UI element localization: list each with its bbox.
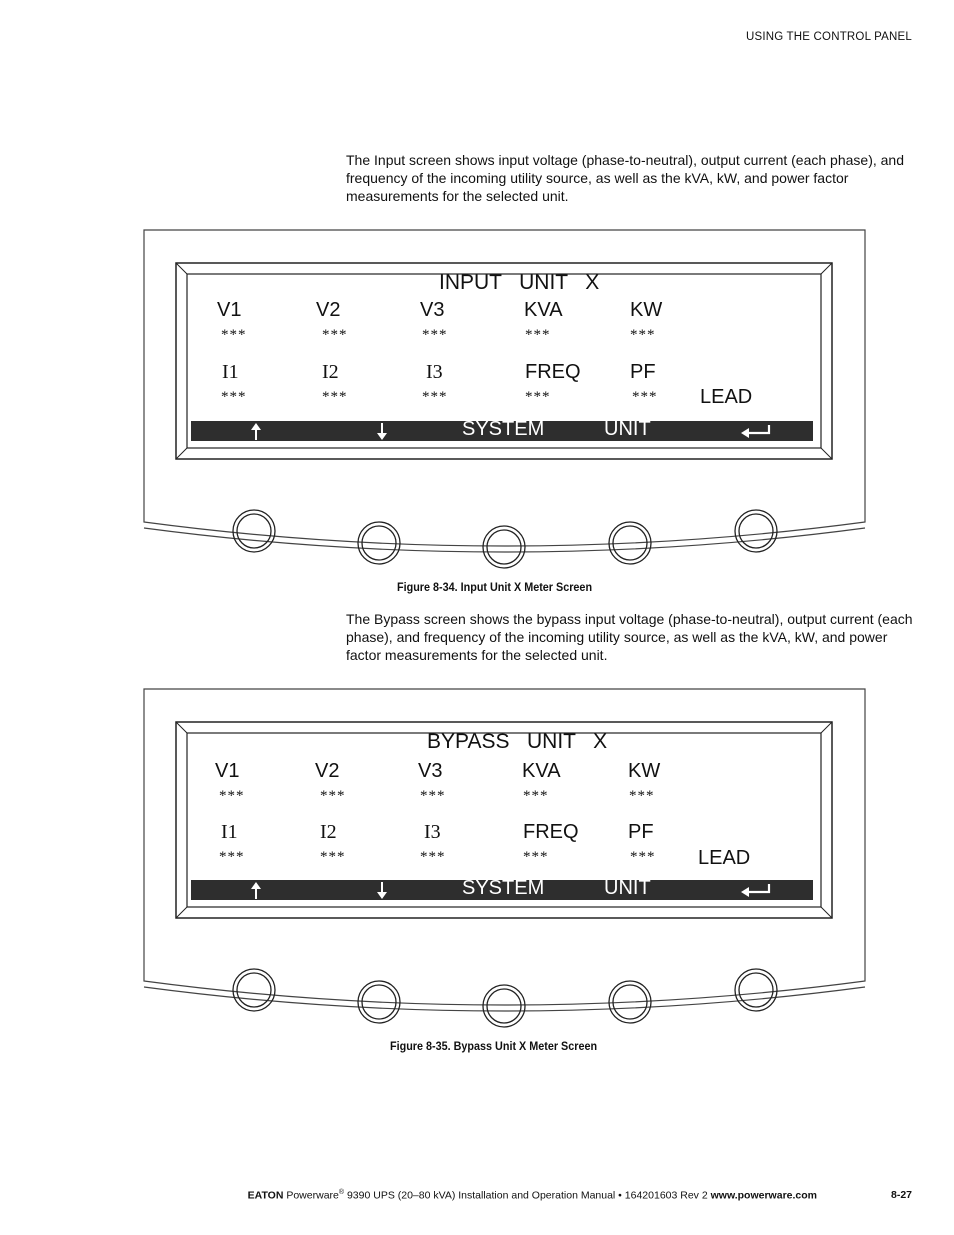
label-v1: V1 (217, 299, 242, 321)
value-freq: *** (523, 849, 549, 865)
label-kw: KW (628, 760, 661, 782)
label-kw: KW (630, 299, 663, 321)
label-v2: V2 (316, 299, 341, 321)
value-freq: *** (525, 389, 551, 405)
label-v2: V2 (315, 760, 340, 782)
panel-button-5[interactable] (735, 510, 777, 552)
arrow-down-icon[interactable] (374, 422, 390, 441)
lead-indicator: LEAD (700, 386, 753, 408)
footer-url: www.powerware.com (710, 1189, 817, 1202)
label-i1: I1 (221, 821, 238, 843)
value-v1: *** (219, 788, 245, 804)
figure-35-caption: Figure 8-35. Bypass Unit X Meter Screen (390, 1039, 598, 1053)
arrow-up-icon[interactable] (248, 422, 264, 441)
softkey-unit[interactable]: UNIT (604, 418, 651, 440)
label-i3: I3 (426, 361, 443, 383)
panel-button-1[interactable] (233, 969, 275, 1011)
value-pf: *** (630, 849, 656, 865)
value-i1: *** (221, 389, 247, 405)
value-i1: *** (219, 849, 245, 865)
panel-button-5[interactable] (735, 969, 777, 1011)
section-header: USING THE CONTROL PANEL (745, 31, 912, 43)
label-kva: KVA (524, 299, 563, 321)
bypass-meter-figure (0, 684, 954, 1059)
panel-button-3[interactable] (483, 985, 525, 1027)
value-i3: *** (420, 849, 446, 865)
value-kva: *** (525, 327, 551, 343)
value-v3: *** (420, 788, 446, 804)
input-meter-figure (0, 225, 954, 600)
panel-button-1[interactable] (233, 510, 275, 552)
softkey-unit[interactable]: UNIT (604, 877, 651, 899)
page-number: 8-27 (890, 1189, 912, 1201)
label-i3: I3 (424, 821, 441, 843)
label-freq: FREQ (525, 361, 581, 383)
value-v2: *** (322, 327, 348, 343)
label-i2: I2 (320, 821, 337, 843)
value-pf: *** (632, 389, 658, 405)
label-i2: I2 (322, 361, 339, 383)
arrow-up-icon[interactable] (248, 881, 264, 900)
softkey-bar (191, 418, 813, 441)
lcd-display (186, 263, 814, 441)
label-kva: KVA (522, 760, 561, 782)
value-i2: *** (320, 849, 346, 865)
panel-button-3[interactable] (483, 526, 525, 568)
softkey-bar (191, 877, 813, 900)
enter-return-icon[interactable] (738, 881, 772, 899)
value-kw: *** (630, 327, 656, 343)
arrow-down-icon[interactable] (374, 881, 390, 900)
screen-title: BYPASS UNIT X (427, 730, 608, 753)
screen-title: INPUT UNIT X (439, 271, 600, 294)
value-v1: *** (221, 327, 247, 343)
label-freq: FREQ (523, 821, 579, 843)
label-v3: V3 (418, 760, 443, 782)
footer-brand: EATON (247, 1189, 284, 1202)
label-v3: V3 (420, 299, 445, 321)
footer-manual-title: 9390 UPS (20–80 kVA) Installation and Operation Manual • 164201603 Rev 2 (344, 1189, 711, 1202)
enter-return-icon[interactable] (738, 422, 772, 440)
value-kva: *** (523, 788, 549, 804)
value-v2: *** (320, 788, 346, 804)
bypass-description: The Bypass screen shows the bypass input voltage (phase-to-neutral), output current (each phase), and frequency of the incoming utility source, as well as the kVA, kW, and power factor measurements for the selected unit. (346, 611, 913, 663)
label-v1: V1 (215, 760, 240, 782)
label-pf: PF (628, 821, 654, 843)
softkey-system[interactable]: SYSTEM (462, 877, 545, 899)
lcd-display (186, 722, 814, 900)
value-kw: *** (629, 788, 655, 804)
label-i1: I1 (222, 361, 239, 383)
footer-registered-mark: ® (338, 1189, 345, 1196)
value-i3: *** (422, 389, 448, 405)
lead-indicator: LEAD (698, 847, 751, 869)
softkey-system[interactable]: SYSTEM (462, 418, 545, 440)
footer-manual-info (248, 1189, 817, 1202)
input-description: The Input screen shows input voltage (phase-to-neutral), output current (each phase), and frequency of the incoming utility source, as well as the kVA, kW, and power factor measurements for the selected unit. (346, 152, 904, 204)
figure-34-caption: Figure 8-34. Input Unit X Meter Screen (397, 580, 593, 594)
value-v3: *** (422, 327, 448, 343)
value-i2: *** (322, 389, 348, 405)
footer-product: Powerware (286, 1189, 339, 1202)
label-pf: PF (630, 361, 656, 383)
